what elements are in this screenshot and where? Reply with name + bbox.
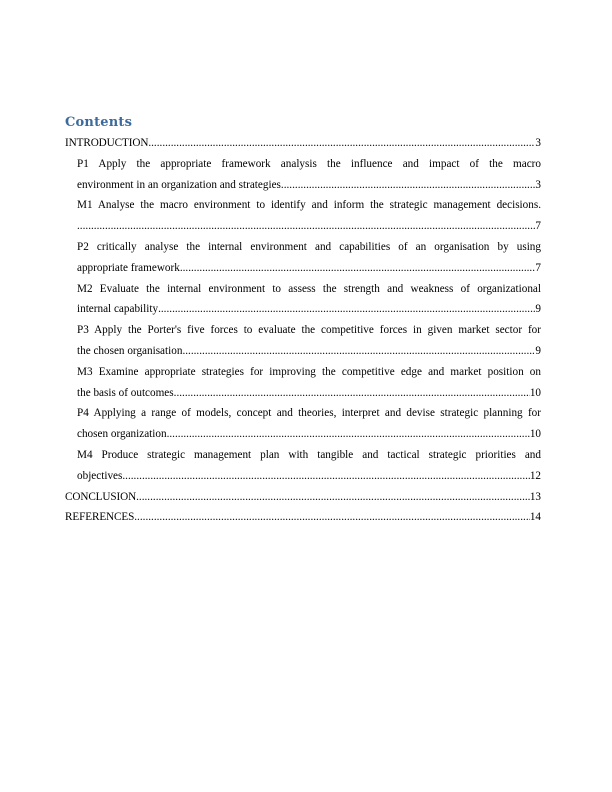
dot-leader bbox=[180, 258, 536, 279]
toc-page-number: 10 bbox=[529, 386, 541, 399]
toc-page-number: 3 bbox=[535, 137, 541, 149]
toc-entry-label: M3 Examine appropriate strategies for improving the competitive edge and market position on bbox=[77, 365, 541, 378]
dot-leader bbox=[167, 424, 530, 445]
toc-entry-label-continued: internal capability bbox=[77, 303, 159, 316]
toc-entry-label: M4 Produce strategic management plan with tangible and tactical strategic priorities and bbox=[77, 448, 541, 461]
dot-leader bbox=[122, 466, 529, 487]
toc-page-number: 7 bbox=[535, 261, 541, 274]
toc-entry-m4[interactable] bbox=[65, 445, 541, 487]
toc-entry-label: REFERENCES bbox=[65, 511, 135, 524]
toc-entry-label-continued: the basis of outcomes bbox=[77, 386, 174, 399]
toc-page-number: 7 bbox=[535, 220, 541, 233]
toc-page-number: 9 bbox=[535, 303, 541, 316]
dot-leader bbox=[158, 299, 535, 320]
toc-entry-label: P3 Apply the Porter's five forces to evaluate the competitive forces in given market sector for bbox=[77, 324, 541, 337]
toc-entry-label: CONCLUSION bbox=[65, 490, 137, 503]
toc-entry-label-continued: environment in an organization and strategies bbox=[77, 178, 281, 191]
toc-page-number: 9 bbox=[535, 344, 541, 357]
toc-entry-label: M1 Analyse the macro environment to identify and inform the strategic management decisions. bbox=[77, 199, 541, 212]
toc-entry-references[interactable] bbox=[65, 507, 541, 528]
toc-entry-introduction[interactable] bbox=[65, 133, 541, 154]
dot-leader bbox=[136, 487, 530, 508]
toc-entry-label: P2 critically analyse the internal environment and capabilities of an organisation by using bbox=[77, 240, 541, 253]
toc-entry-p4[interactable] bbox=[65, 403, 541, 445]
dot-leader bbox=[281, 175, 536, 196]
toc-entry-label: P1 Apply the appropriate framework analysis the influence and impact of the macro bbox=[77, 157, 541, 170]
toc-entry-m2[interactable] bbox=[65, 279, 541, 321]
toc-entry-label-continued: appropriate framework bbox=[77, 261, 180, 274]
toc-entry-m1[interactable] bbox=[65, 195, 541, 237]
toc-entry-p3[interactable] bbox=[65, 320, 541, 362]
dot-leader bbox=[182, 341, 535, 362]
toc-page-number: 12 bbox=[529, 469, 541, 482]
toc-entry-m3[interactable] bbox=[65, 362, 541, 404]
toc-entry-label: M2 Evaluate the internal environment to assess the strength and weakness of organizational bbox=[77, 282, 541, 295]
toc-page-number: 3 bbox=[535, 178, 541, 191]
toc-page-number: 10 bbox=[529, 428, 541, 441]
toc-entry-conclusion[interactable] bbox=[65, 487, 541, 508]
dot-leader bbox=[134, 507, 530, 528]
table-of-contents bbox=[65, 115, 541, 528]
toc-entry-label: INTRODUCTION bbox=[65, 137, 149, 149]
dot-leader bbox=[148, 133, 535, 154]
toc-heading: Contents bbox=[65, 115, 133, 130]
dot-leader bbox=[174, 383, 530, 404]
toc-entry-label-continued: objectives bbox=[77, 469, 123, 482]
dot-leader bbox=[77, 216, 535, 237]
toc-entry-p2[interactable] bbox=[65, 237, 541, 279]
toc-entry-label-continued: chosen organization bbox=[77, 428, 167, 441]
toc-entry-label: P4 Applying a range of models, concept and theories, interpret and devise strategic planning for bbox=[77, 407, 541, 420]
toc-page-number: 14 bbox=[529, 511, 541, 524]
toc-entry-label-continued: the chosen organisation bbox=[77, 344, 183, 357]
toc-page-number: 13 bbox=[529, 490, 541, 503]
toc-entry-p1[interactable] bbox=[65, 154, 541, 196]
